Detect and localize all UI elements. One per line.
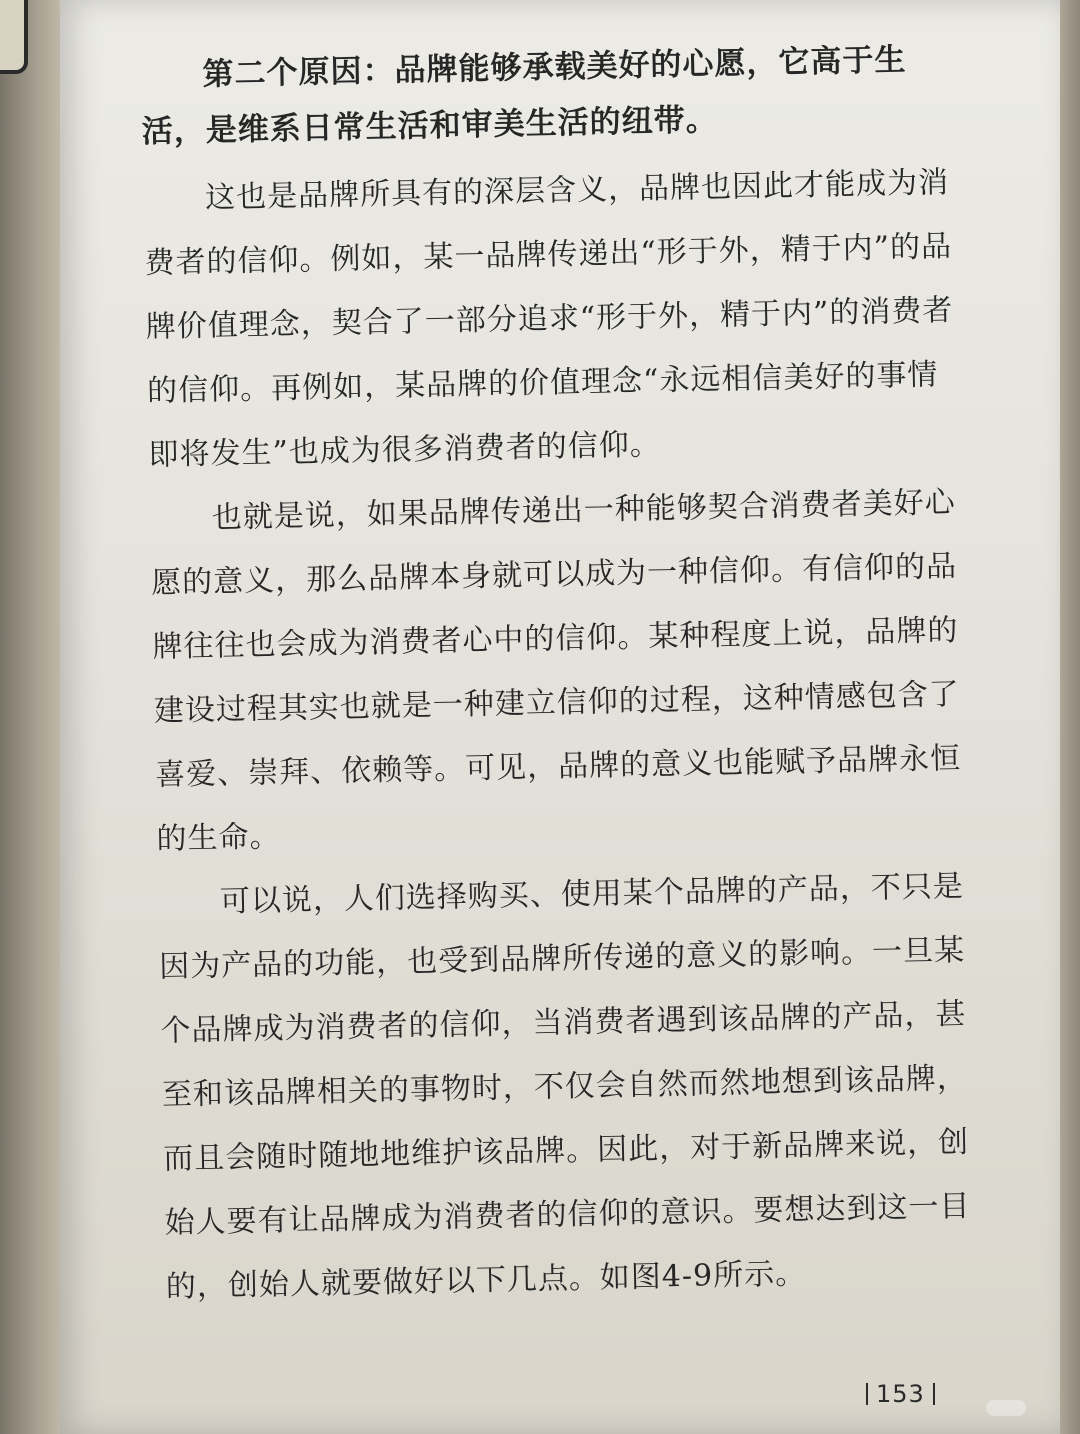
section-heading: 第二个原因：品牌能够承载美好的心愿，它高于生活，是维系日常生活和审美生活的纽带。: [141, 41, 907, 150]
watermark-logo: [986, 1400, 1026, 1416]
page-number: [858, 1380, 943, 1408]
paragraph-2: 也就是说，如果品牌传递出一种能够契合消费者美好心愿的意义，那么品牌本身就可以成为一种信仰。有信仰的品牌往往也会成为消费者心中的信仰。某种程度上说，品牌的建设过程其实也就是一种建立信仰的过程，这种情感包含了喜爱、崇拜、依赖等。可见，品牌的意义也能赋予品牌永恒的生命。: [150, 485, 962, 857]
page-number-value: 153: [876, 1380, 925, 1408]
page-number-bar-left: [866, 1383, 868, 1405]
page-text-block: [140, 31, 986, 1320]
page-number-bar-right: [933, 1383, 935, 1405]
book-page: [60, 0, 1060, 1434]
paragraph-3: 可以说，人们选择购买、使用某个品牌的产品，不只是因为产品的功能，也受到品牌所传递的意义的影响。一旦某个品牌成为消费者的信仰，当消费者遇到该品牌的产品，甚至和该品牌相关的事物时，不仅会自然而然地想到该品牌，而且会随时随地地维护该品牌。因此，对于新品牌来说，创始人要有让品牌成为消费者的信仰的意识。要想达到这一目的，创始人就要做好以下几点。如图4-9所示。: [158, 868, 971, 1305]
adjacent-page-corner: [0, 0, 28, 74]
paragraph-1: 这也是品牌所具有的深层含义，品牌也因此才能成为消费者的信仰。例如，某一品牌传递出“形于外，精于内”的品牌价值理念，契合了一部分追求“形于外，精于内”的消费者的信仰。再例如，某品牌的价值理念“永远相信美好的事情即将发生”也成为很多消费者的信仰。: [144, 165, 954, 473]
